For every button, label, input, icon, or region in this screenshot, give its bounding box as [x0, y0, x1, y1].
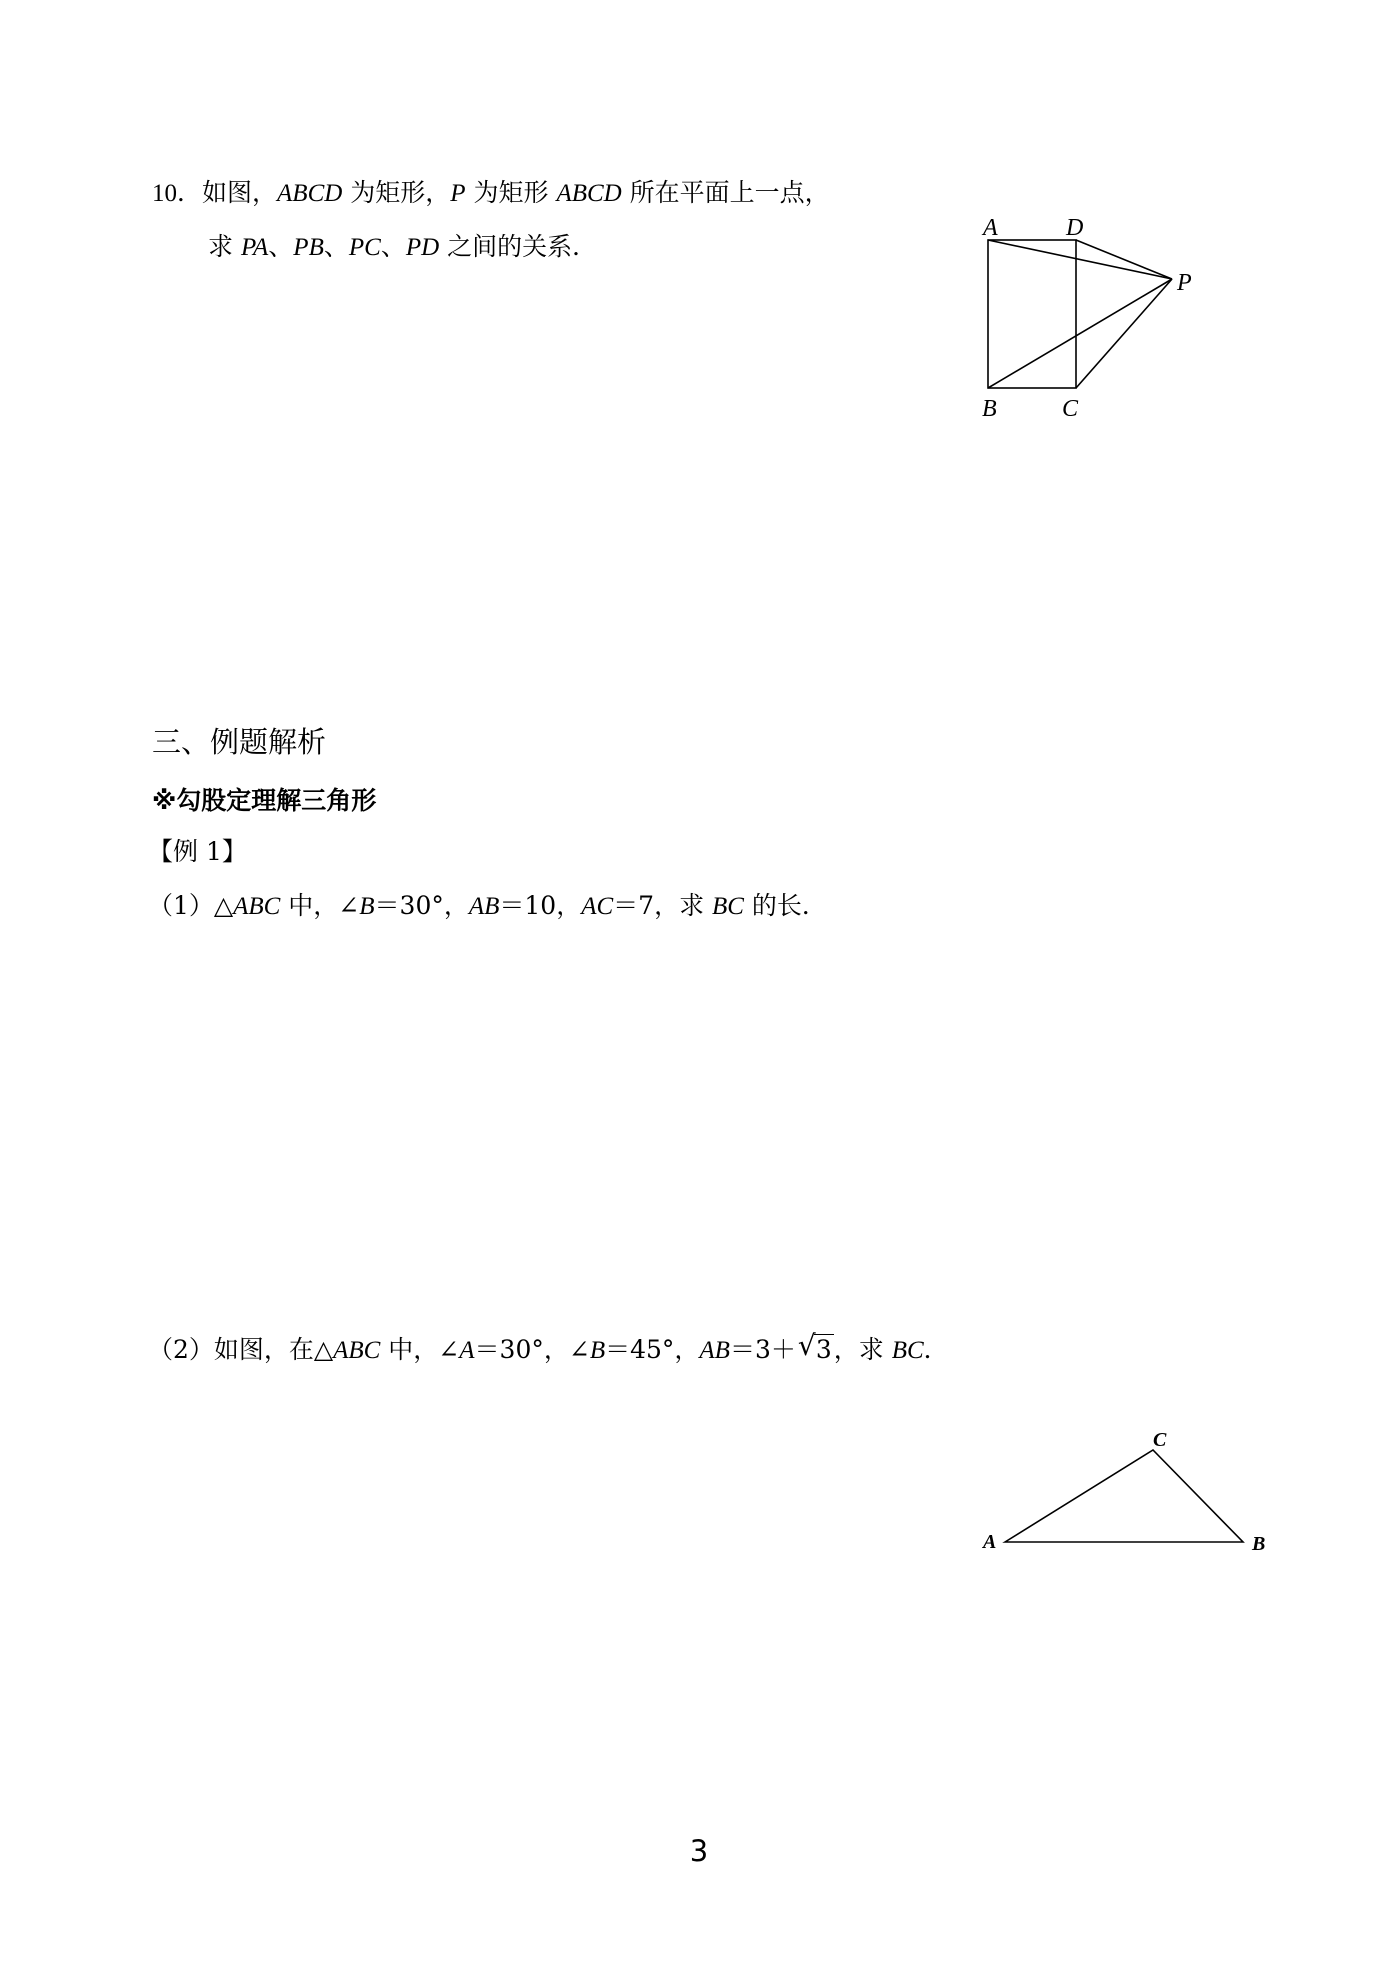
text: 所在平面上一点，	[621, 178, 830, 207]
text: 、	[268, 232, 294, 261]
example-label: 【例 1】	[148, 837, 247, 866]
text: ＝30°，∠	[474, 1335, 590, 1364]
label-d: D	[1066, 215, 1084, 241]
text: ，求	[833, 1335, 892, 1364]
var: ABCD	[277, 180, 343, 207]
var: ABCD	[556, 180, 622, 207]
var: PB	[293, 234, 324, 261]
var: AB	[699, 1337, 730, 1364]
text: ＝45°，	[605, 1335, 700, 1364]
var: ABC	[233, 893, 281, 920]
var: PD	[405, 234, 440, 261]
label-a: A	[983, 1531, 997, 1553]
section-title: 三、例题解析	[152, 725, 327, 759]
var: AC	[581, 893, 614, 920]
text: 中，∠	[280, 891, 360, 920]
var: A	[459, 1337, 475, 1364]
text: ＝10，	[499, 891, 582, 920]
text: ＝30°，	[374, 891, 469, 920]
var: BC	[891, 1337, 924, 1364]
label-a: A	[983, 215, 998, 241]
var: BC	[712, 893, 744, 920]
triangle-abc	[1005, 1450, 1243, 1542]
text: 之间的关系．	[439, 232, 598, 261]
text: ＝7，求	[613, 891, 713, 920]
text: 求	[208, 232, 241, 261]
var: B	[589, 1337, 606, 1364]
text: （2）如图，在△	[148, 1335, 334, 1364]
label-p: P	[1177, 270, 1192, 296]
text: 中，∠	[380, 1335, 460, 1364]
label-b: B	[982, 396, 997, 422]
var: PC	[348, 234, 381, 261]
text: 、	[323, 232, 349, 261]
radical-sign-icon: √	[797, 1329, 816, 1362]
var: B	[359, 893, 375, 920]
radicand: 3	[815, 1335, 832, 1364]
text: ．	[923, 1335, 949, 1364]
text: 为矩形，	[342, 178, 451, 207]
text: ＝3＋	[729, 1335, 796, 1364]
problem-number: 10．	[152, 180, 203, 207]
text: 、	[380, 232, 406, 261]
label-b: B	[1252, 1533, 1266, 1555]
text: 的长．	[743, 891, 827, 920]
page-number: 3	[689, 1834, 709, 1868]
text: 如图，	[202, 178, 278, 207]
var: AB	[468, 893, 500, 920]
text: 为矩形	[465, 178, 557, 207]
var: PA	[240, 234, 269, 261]
subsection-title: ※勾股定理解三角形	[152, 786, 377, 815]
text: （1）△	[148, 891, 234, 920]
label-c: C	[1062, 396, 1079, 422]
var: ABC	[333, 1337, 381, 1364]
var: P	[450, 180, 466, 207]
label-c: C	[1153, 1429, 1167, 1451]
